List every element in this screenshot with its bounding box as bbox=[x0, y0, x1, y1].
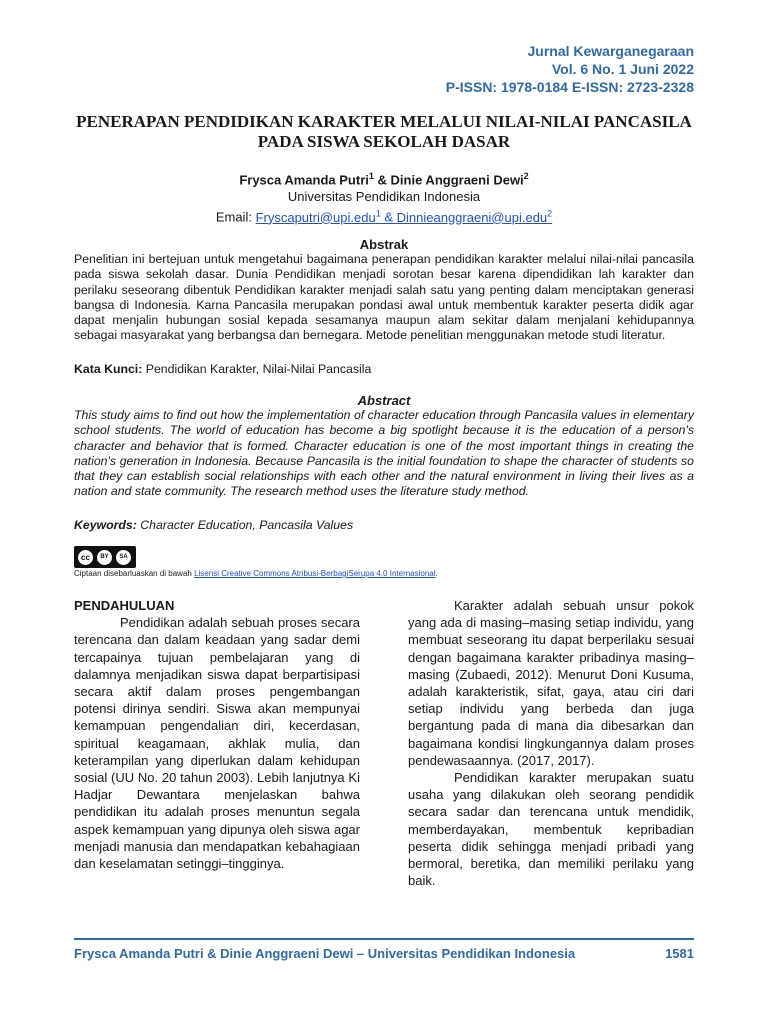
abstrak-heading: Abstrak bbox=[359, 237, 409, 252]
footer bbox=[74, 946, 694, 961]
journal-issn: P-ISSN: 1978-0184 E-ISSN: 2723-2328 bbox=[445, 79, 694, 95]
paper-title bbox=[60, 112, 708, 152]
title-line-1: PENERAPAN PENDIDIKAN KARAKTER MELALUI NILAI-NILAI PANCASILA bbox=[76, 112, 692, 131]
abstract-body: This study aims to find out how the implementation of character education through Pancasila values in elementary school students. The world of education has become a big spotlight because it is the education of a person's character and behavior that is formed. Character education is one of the most important things in creating the nation's generation in Indonesia. Because Pancasila is the initial foundation to shape the character of students so that they can establish social relationships with each other and the natural environment in living their lives as a nation and state community. The research method uses the literature study method. bbox=[74, 408, 694, 499]
keywords-value: Character Education, Pancasila Values bbox=[136, 518, 354, 532]
right-column bbox=[408, 597, 694, 889]
author-block bbox=[74, 168, 694, 226]
author-joiner: & bbox=[373, 172, 391, 188]
email-line bbox=[74, 205, 694, 225]
kata-kunci-label: Kata Kunci: bbox=[74, 362, 143, 376]
author-1: Frysca Amanda Putri bbox=[239, 172, 369, 188]
keywords-label: Keywords: bbox=[74, 518, 137, 532]
section-heading: PENDAHULUAN bbox=[74, 598, 175, 613]
left-paragraph-1: Pendidikan adalah sebuah proses secara terencana dan dalam keadaan yang sadar demi tercapainya tujuan pembelajaran yang di dalamnya menjadikan siswa dapat berpartisipasi secara aktif dalam proses pengembangan potensi dirinya sendiri. Siswa akan mempunyai kemampuan pengendalian diri, kecerdasan, spiritual keagamaan, akhlak mulia, dan keterampilan yang diperlukan dalam kehidupan sosial (UU No. 20 tahun 2003). Lebih lanjutnya Ki Hadjar Dewantara menjelaskan bahwa pendidikan itu adalah proses menuntun segala aspek kemampuan yang dipunya oleh siswa agar menjadi manusia dan mendapatkan kebahagiaan dan keselamatan setinggi–tingginya. bbox=[74, 615, 360, 872]
license-caption-prefix: Ciptaan disebarluaskan di bawah bbox=[74, 569, 195, 578]
journal-name: Jurnal Kewarganegaraan bbox=[527, 43, 694, 59]
footer-rule bbox=[74, 938, 694, 940]
license-link[interactable]: Lisensi Creative Commons Atribusi-BerbagiSerupa 4.0 Internasional bbox=[194, 569, 436, 578]
abstract-heading: Abstract bbox=[357, 393, 411, 408]
right-paragraph-1: Karakter adalah sebuah unsur pokok yang ada di masing–masing setiap individu, yang membuat seseorang itu dapat berperilaku sesuai dengan bagaimana karakter pribadinya masing–masing (Zubaedi, 2012). Menurut Doni Kusuma, adalah karakteristik, sifat, gaya, atau ciri dari setiap individu yang berbeda dan juga bergantung pada di mana dia dibesarkan dan bagaimana kondisi lingkungannya dalam proses pendewasaannya. (2017, 2017). bbox=[408, 598, 694, 768]
email-link-1[interactable]: Fryscaputri@upi.edu$^1$ bbox=[255, 208, 381, 225]
journal-volume: Vol. 6 No. 1 Juni 2022 bbox=[551, 61, 694, 77]
keywords bbox=[74, 518, 694, 532]
cc-sa-icon: SA bbox=[115, 549, 132, 566]
page-number: 1581 bbox=[665, 946, 694, 961]
kata-kunci bbox=[74, 362, 694, 376]
author-2: Dinie Anggraeni Dewi bbox=[390, 172, 524, 188]
author-1-sup: 1 bbox=[368, 171, 374, 181]
cc-license-badge[interactable] bbox=[74, 546, 136, 568]
cc-badge-box bbox=[74, 546, 136, 568]
affiliation: Universitas Pendidikan Indonesia bbox=[287, 189, 481, 205]
author-2-sup: 2 bbox=[523, 171, 529, 181]
license-caption-suffix: . bbox=[435, 569, 438, 578]
cc-icon: cc bbox=[77, 549, 94, 566]
abstrak-body: Penelitian ini bertejuan untuk mengetahui bagaimana penerapan pendidikan karakter melalui nilai-nilai pancasila pada siswa sekolah dasar. Dunia Pendidikan menjadi sorotan besar karena dipendidikan lah karakter dan perilaku seseorang dibentuk Pendidikan karakter menjadi salah satu yang penting dalam menciptakan generasi bangsa di Indonesia. Karna Pancasila merupakan pondasi awal untuk membentuk karakter peserta didik agar dapat menjalin hubungan sosial kepada sesamanya maupun alam sekitar dalam menjalani kehidupannya sebagai masyarakat yang berbangsa dan bernegara. Metode penelitian menggunakan metode studi literatur. bbox=[74, 252, 694, 343]
email-link-2[interactable]: Dinnieanggraeni@upi.edu$^2$ bbox=[396, 208, 553, 225]
title-line-2: PADA SISWA SEKOLAH DASAR bbox=[257, 132, 511, 151]
email-joiner: & bbox=[380, 209, 397, 225]
right-paragraph-2: Pendidikan karakter merupakan suatu usaha yang dilakukan oleh seorang pendidik secara sadar dan terencana untuk mendidik, memberdayakan, membentuk kepribadian peserta didik sehingga menjadi pribadi yang bermoral, beretika, dan memiliki perilaku yang baik. bbox=[408, 770, 694, 889]
email-label: Email: bbox=[215, 209, 256, 225]
left-column bbox=[74, 597, 360, 872]
author-names bbox=[74, 168, 694, 188]
kata-kunci-value: Pendidikan Karakter, Nilai-Nilai Pancasila bbox=[142, 362, 372, 376]
license-caption bbox=[74, 569, 438, 578]
cc-by-icon: BY bbox=[96, 549, 113, 566]
footer-text: Frysca Amanda Putri & Dinie Anggraeni Dewi – Universitas Pendidikan Indonesia bbox=[74, 946, 576, 961]
journal-header bbox=[446, 42, 694, 96]
